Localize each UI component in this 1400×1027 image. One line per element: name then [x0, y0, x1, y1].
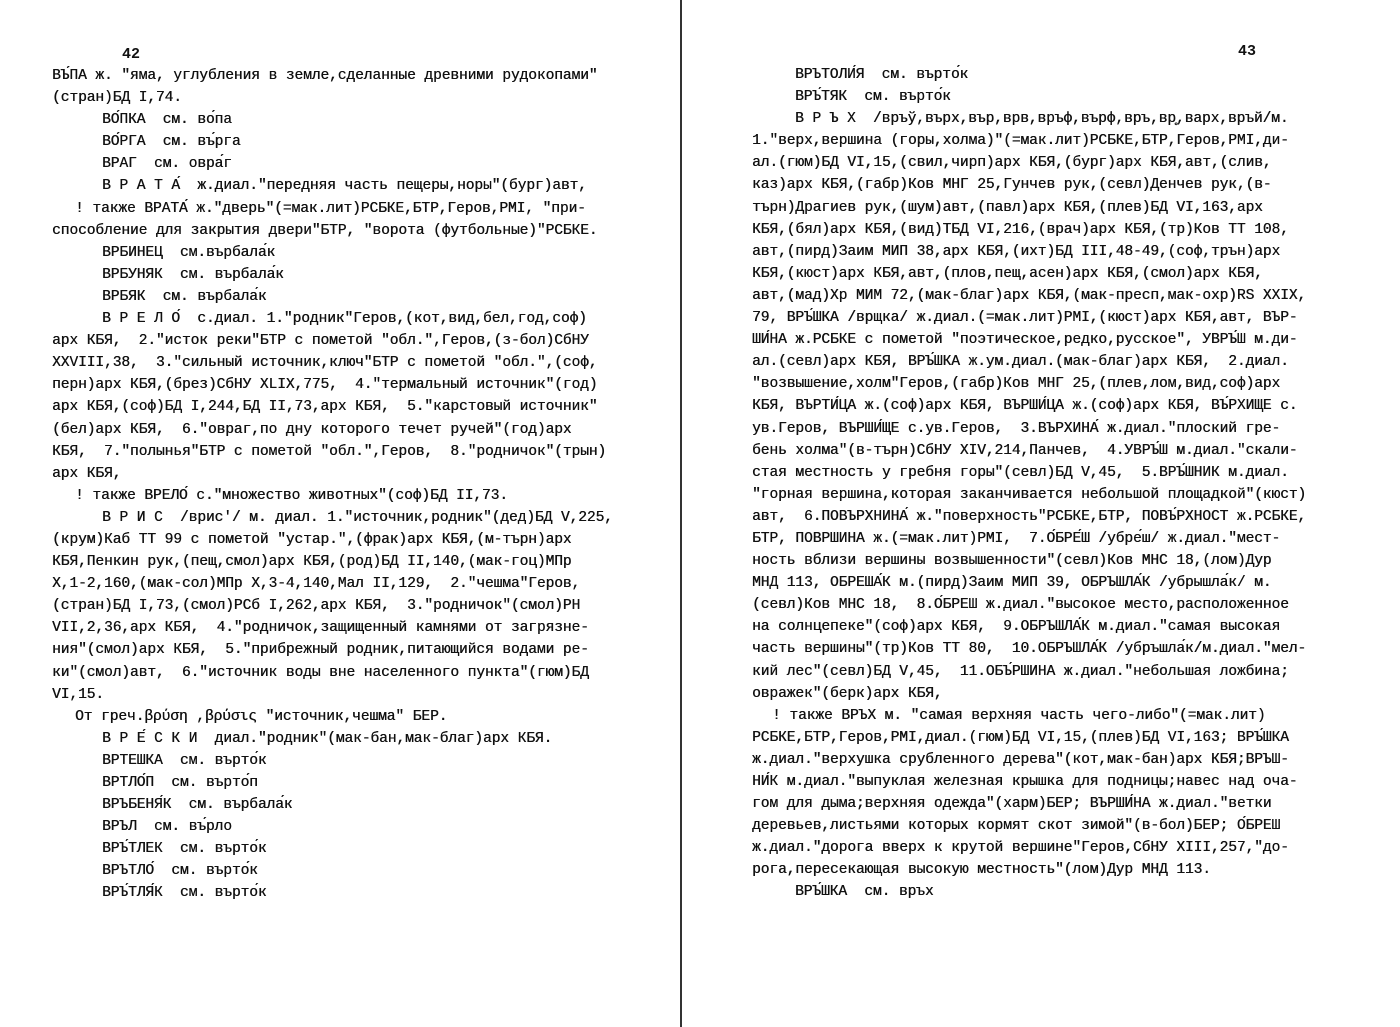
- note-line: ! также ВРЪХ м. "самая верхняя часть чего-либо"(=мак.лит): [772, 707, 1266, 724]
- dictionary-entry-line: ВРБЯК см. върбала́к: [102, 288, 267, 305]
- left-page: [0, 0, 680, 1027]
- text-line: търн)Драгиев рук,(шум)авт,(павл)арх КБЯ,(плев)БД VI,163,арх: [752, 199, 1263, 216]
- text-line: арх КБЯ,: [52, 465, 122, 482]
- dictionary-entry-line: В Р И С /врис'/ м. диал. 1."источник,родник"(дед)БД V,225,: [102, 509, 613, 526]
- text-line: ВЪ́ПА ж. "яма, углубления в земле,сделанные древними рудокопами": [52, 68, 598, 84]
- text-line: овражек"(берк)арх КБЯ,: [752, 685, 943, 702]
- text-line: авт,(пирд)Заим МИП 38,арх КБЯ,(ихт)БД III,48-49,(соф,трън)арх: [752, 243, 1281, 260]
- text-line: часть вершины"(тр)Ков ТТ 80, 10.ОБРЪШЛА́К /убръшла́к/м.диал."мел-: [752, 641, 1307, 658]
- text-line: кий лес"(севл)БД V,45, 11.ОБЪ́РШИНА ж.диал."небольшая ложбина;: [752, 663, 1289, 680]
- text-line: на солнцепеке"(соф)арх КБЯ, 9.ОБРЪШЛА́К м.диал."самая высокая: [752, 619, 1281, 636]
- text-line: X,1-2,160,(мак-сол)МПр X,3-4,140,Мал II,129, 2."чешма"Геров,: [52, 576, 581, 593]
- note-line: От греч.βρύση ,βρύσις "источник,чешма" БЕР.: [75, 708, 448, 725]
- text-line: НИ́К м.диал."выпуклая железная крышка для подницы;навес над оча-: [752, 774, 1298, 790]
- text-line: гом для дыма;верхняя одежда"(харм)БЕР; ВЪРШИ́НА ж.диал."ветки: [752, 796, 1272, 813]
- dictionary-entry-line: ВРЪ́ШКА см. връх: [795, 884, 934, 901]
- text-line: БТР, ПОВРШИНА ж.(=мак.лит)РМI, 7.О́БРЕ́Ш /убре́ш/ ж.диал."мест-: [752, 530, 1281, 547]
- note-line: ! также ВРЕЛО́ с."множество животных"(соф)БД II,73.: [75, 487, 508, 504]
- dictionary-entry-line: ВРЪТОЛИ́Я см. върто́к: [795, 67, 969, 83]
- text-line: ал.(гюм)БД VI,15,(свил,чирп)арх КБЯ,(бург)арх КБЯ,авт,(слив,: [752, 155, 1272, 172]
- text-line: РСБКЕ,БТР,Геров,РМI,диал.(гюм)БД VI,15,(плев)БД VI,163; ВРЪ́ШКА: [752, 729, 1289, 746]
- page-number: 43: [1238, 43, 1257, 60]
- text-line: (стран)БД I,74.: [52, 90, 182, 107]
- text-line: "возвышение,холм"Геров,(габр)Ков МНГ 25,(плев,лом,вид,соф)арх: [752, 376, 1281, 393]
- text-line: ж.диал."верхушка срубленного дерева"(кот,мак-бан)арх КБЯ;ВРЪШ-: [752, 751, 1289, 768]
- dictionary-entry-line: В Р Ъ Х /връў,върх,вър,врв,връф,върф,връ,вр̥,варх,връй/м.: [795, 111, 1289, 128]
- text-line: МНД 113, ОБРЕША́К м.(пирд)Заим МИП 39, ОБРЪШЛА́К /убрышла́к/ м.: [752, 575, 1272, 592]
- page-text: [752, 64, 1306, 904]
- text-line: ность вблизи вершины возвышенности"(севл)Ков МНС 18,(лом)Дур: [752, 553, 1272, 570]
- page-text: [52, 65, 613, 905]
- dictionary-entry-line: ВРЪБЕНЯ́К см. върбала́к: [102, 797, 293, 814]
- text-line: КБЯ,(бял)арх КБЯ,(вид)ТБД VI,216,(врач)арх КБЯ,(тр)Ков ТТ 108,: [752, 221, 1289, 238]
- text-line: ШИ́НА ж.РСБКЕ с пометой "поэтическое,редко,русское", УВРЪ́Ш м.ди-: [752, 332, 1298, 349]
- dictionary-entry-line: ВРЪ́ТЛЕК см. върто́к: [102, 841, 267, 858]
- text-line: VI,15.: [52, 686, 104, 703]
- dictionary-entry-line: ВРБУНЯК см. върбала́к: [102, 266, 284, 283]
- dictionary-entry-line: ВРБИНЕЦ см.върбала́к: [102, 244, 276, 261]
- dictionary-entry-line: ВО́ПКА см. во́па: [102, 112, 232, 129]
- dictionary-entry-line: ВРЪ́ТЛЯ́К см. върто́к: [102, 885, 267, 902]
- text-line: (стран)БД I,73,(смол)РСб I,262,арх КБЯ, 3."родничок"(смол)РН: [52, 598, 581, 615]
- text-line: каз)арх КБЯ,(габр)Ков МНГ 25,Гунчев рук,(севл)Денчев рук,(в-: [752, 177, 1272, 194]
- dictionary-entry-line: ВРТЕШКА см. върто́к: [102, 752, 267, 769]
- text-line: ки"(смол)авт, 6."источник воды вне населенного пункта"(гюм)БД: [52, 664, 589, 681]
- dictionary-entry-line: ВО́РГА см. въ́рга: [102, 134, 241, 151]
- right-page: [682, 0, 1400, 1027]
- text-line: арх КБЯ,(соф)БД I,244,БД II,73,арх КБЯ, 5."карстовый источник": [52, 399, 598, 416]
- text-line: КБЯ, 7."полынья"БТР с пометой "обл.",Геров, 8."родничок"(трын): [52, 443, 607, 460]
- text-line: КБЯ,Пенкин рук,(пещ,смол)арх КБЯ,(род)БД II,140,(мак-гоц)МПр: [52, 554, 572, 571]
- text-line: 1."верх,вершина (горы,холма)"(=мак.лит)РСБКЕ,БТР,Геров,РМI,ди-: [752, 133, 1289, 150]
- text-line: 79, ВРЪ́ШКА /врщка/ ж.диал.(=мак.лит)РМI,(кюст)арх КБЯ,авт, ВЪР-: [752, 310, 1298, 327]
- text-line: авт, 6.ПОВЪРХНИНА́ ж."поверхность"РСБКЕ,БТР, ПОВЪ́РХНОСТ ж.РСБКЕ,: [752, 508, 1307, 525]
- text-line: арх КБЯ, 2."исток реки"БТР с пометой "обл.",Геров,(з-бол)СбНУ: [52, 333, 589, 350]
- text-line: (крум)Каб ТТ 99 с пометой "устар.",(фрак)арх КБЯ,(м-търн)арх: [52, 531, 572, 548]
- dictionary-entry-line: ВРЪ́ТЯК см. върто́к: [795, 89, 951, 106]
- text-line: рога,пересекающая высокую местность"(лом)Дур МНД 113.: [752, 862, 1211, 879]
- page-number: 42: [122, 46, 141, 63]
- text-line: КБЯ, ВЪРТИ́ЦА ж.(соф)арх КБЯ, ВЪРШИ́ЦА ж.(соф)арх КБЯ, ВЪ́РХИЩЕ с.: [752, 398, 1298, 415]
- text-line: ния"(смол)арх КБЯ, 5."прибрежный родник,питающийся водами ре-: [52, 642, 589, 659]
- text-line: стая местность у гребня горы"(севл)БД V,45, 5.ВРЪ́ШНИК м.диал.: [752, 464, 1289, 481]
- text-line: ж.диал."дорога вверх к крутой вершине"Геров,СбНУ XIII,257,"до-: [752, 840, 1289, 857]
- dictionary-entry-line: В Р Е Л О́ с.диал. 1."родник"Геров,(кот,вид,бел,год,соф): [102, 311, 587, 328]
- dictionary-entry-line: В Р Е́ С К И диал."родник"(мак-бан,мак-благ)арх КБЯ.: [102, 730, 553, 747]
- dictionary-entry-line: ВРЪТЛО́ см. върто́к: [102, 863, 258, 880]
- note-line: ! также ВРАТА́ ж."дверь"(=мак.лит)РСБКЕ,БТР,Геров,РМI, "при-: [75, 200, 586, 217]
- text-line: авт,(мад)Хр МИМ 72,(мак-благ)арх КБЯ,(мак-пресп,мак-охр)RS XXIX,: [752, 287, 1307, 304]
- text-line: XXVIII,38, 3."сильный источник,ключ"БТР с пометой "обл.",(соф,: [52, 355, 598, 372]
- text-line: ал.(севл)арх КБЯ, ВРЪ́ШКА ж.ум.диал.(мак-благ)арх КБЯ, 2.диал.: [752, 354, 1289, 371]
- dictionary-entry-line: ВРЪЛ см. въ́рло: [102, 819, 232, 836]
- text-line: КБЯ,(кюст)арх КБЯ,авт,(плов,пещ,асен)арх КБЯ,(смол)арх КБЯ,: [752, 265, 1263, 282]
- text-line: (бел)арх КБЯ, 6."овраг,по дну которого течет ручей"(год)арх: [52, 421, 572, 438]
- dictionary-entry-line: В Р А Т А́ ж.диал."передняя часть пещеры,норы"(бург)авт,: [102, 178, 587, 195]
- text-line: бень холма"(в-търн)СбНУ XIV,214,Панчев, 4.УВРЪ́Ш м.диал."скали-: [752, 442, 1298, 459]
- text-line: перн)арх КБЯ,(брез)СбНУ XLIX,775, 4."термальный источник"(год): [52, 377, 598, 394]
- text-line: ув.Геров, ВЪРШИ́ЩЕ с.ув.Геров, 3.ВЪРХИНА́ ж.диал."плоский гре-: [752, 420, 1281, 437]
- dictionary-entry-line: ВРАГ см. овра́г: [102, 156, 232, 173]
- text-line: (севл)Ков МНС 18, 8.О́БРЕШ ж.диал."высокое место,расположенное: [752, 597, 1289, 614]
- text-line: "горная вершина,которая заканчивается небольшой площадкой"(кюст): [752, 486, 1307, 503]
- text-line: VII,2,36,арх КБЯ, 4."родничок,защищенный камнями от загрязне-: [52, 620, 589, 637]
- dictionary-entry-line: ВРТЛО́П см. върто́п: [102, 775, 258, 791]
- text-line: деревьев,листьями которых кормят скот зимой"(в-бол)БЕР; О́БРЕШ: [752, 818, 1281, 835]
- text-line: способление для закрытия двери"БТР, "ворота (футбольные)"РСБКЕ.: [52, 222, 598, 239]
